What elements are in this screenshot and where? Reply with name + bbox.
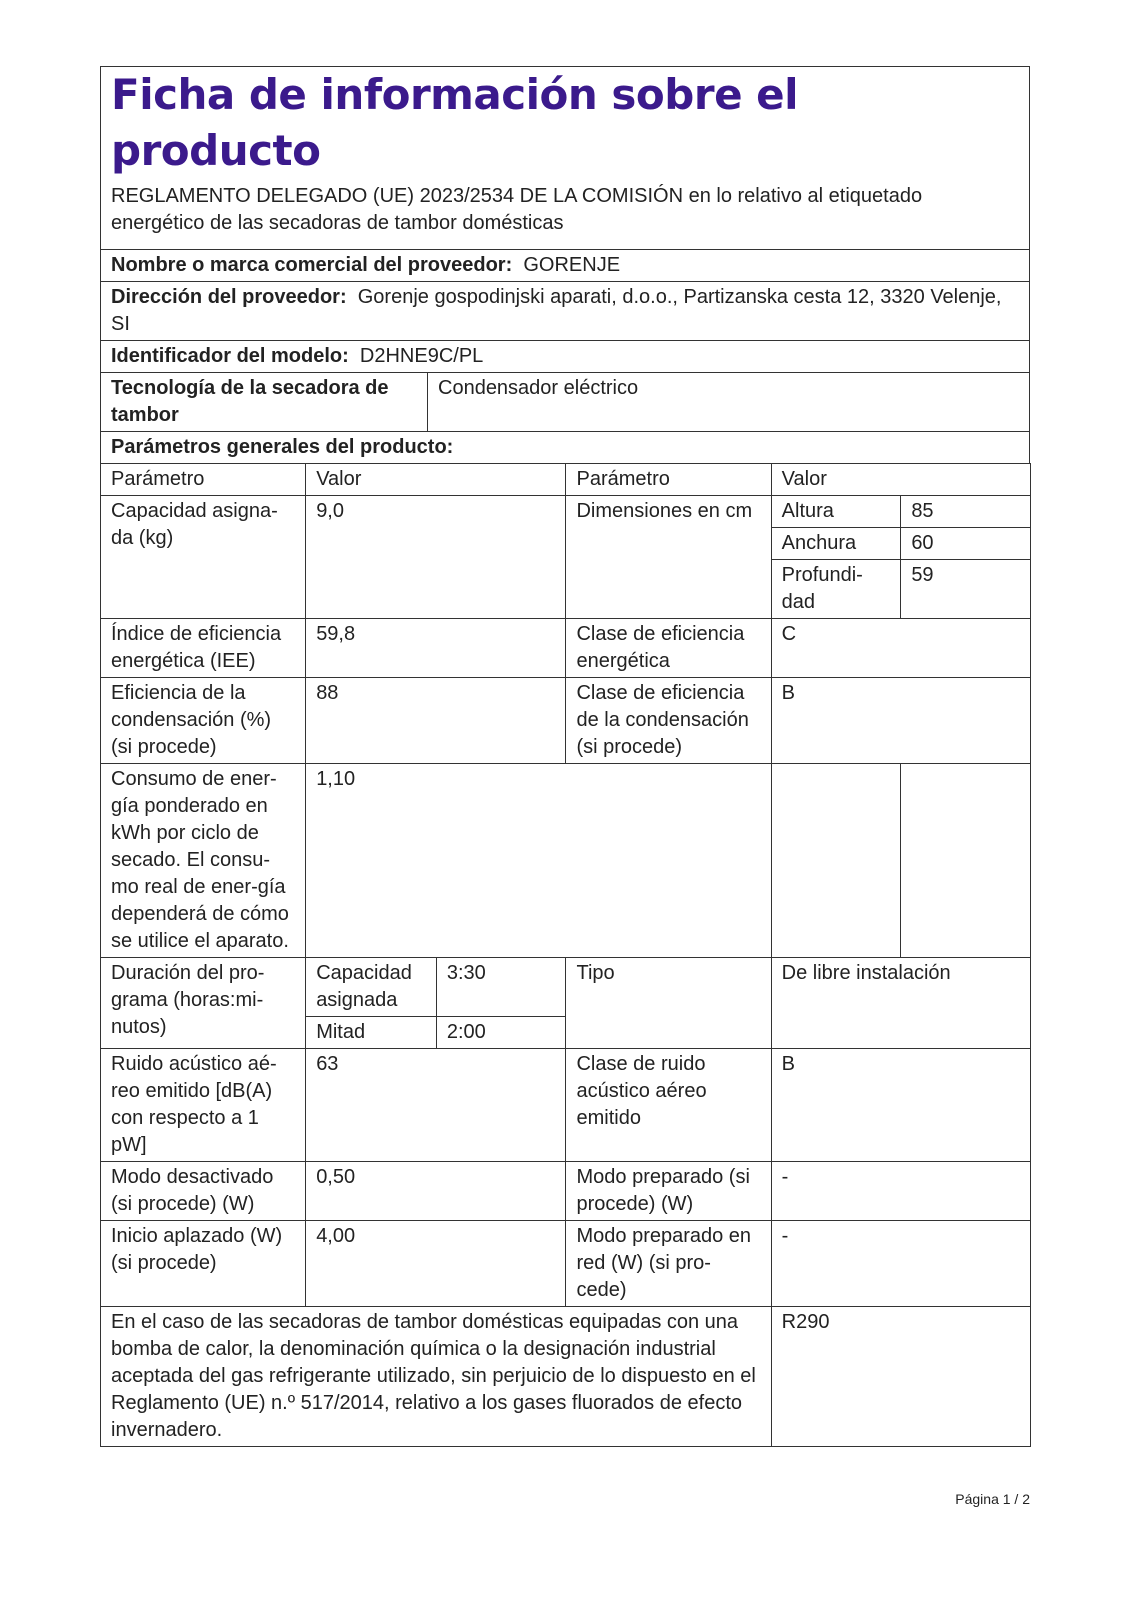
table-row	[101, 1307, 1031, 1447]
empty-cell	[901, 764, 1031, 958]
general-params-heading: Parámetros generales del producto:	[101, 431, 1029, 463]
table-row	[101, 1049, 1031, 1162]
refrigerant-value: R290	[771, 1307, 1030, 1447]
height-value: 85	[901, 496, 1031, 528]
empty-cell	[771, 764, 901, 958]
duration-half-value: 2:00	[436, 1017, 566, 1049]
header-param-1: Parámetro	[101, 464, 306, 496]
page-number: 1 / 2	[1002, 1491, 1030, 1507]
standby-label: Modo preparado (si procede) (W)	[566, 1162, 771, 1221]
noise-class-value: B	[771, 1049, 1030, 1162]
model-value: D2HNE9C/PL	[359, 345, 484, 367]
technology-value: Condensador eléctrico	[438, 377, 639, 399]
model-label: Identificador del modelo:	[111, 345, 349, 367]
address-label: Dirección del proveedor:	[111, 286, 347, 308]
page-label: Página	[955, 1491, 999, 1507]
noise-class-label: Clase de ruido acústico aéreo emitido	[566, 1049, 771, 1162]
address-row	[101, 281, 1029, 340]
height-label: Altura	[771, 496, 901, 528]
duration-rated-label: Capacidad asignada	[306, 958, 437, 1017]
eei-label: Índice de eficiencia energética (IEE)	[101, 619, 306, 678]
depth-label: Profundi-dad	[771, 560, 901, 619]
table-row	[101, 678, 1031, 764]
energy-class-value: C	[771, 619, 1030, 678]
off-mode-value: 0,50	[306, 1162, 566, 1221]
dimensions-label: Dimensiones en cm	[566, 496, 771, 619]
page-title: Ficha de información sobre el producto	[111, 70, 799, 175]
regulation-subtitle: REGLAMENTO DELEGADO (UE) 2023/2534 DE LA COMISIÓN en lo relativo al etiquetado energético de las secadoras de tambor domésticas	[111, 185, 923, 234]
header-box	[100, 66, 1030, 463]
technology-row	[101, 372, 1029, 431]
width-value: 60	[901, 528, 1031, 560]
delay-start-value: 4,00	[306, 1221, 566, 1307]
depth-value: 59	[901, 560, 1031, 619]
energy-consumption-label: Consumo de ener-gía ponderado en kWh por ciclo de secado. El consu-mo real de ener-gía dependerá de cómo se utilice el aparato.	[101, 764, 306, 958]
type-label: Tipo	[566, 958, 771, 1049]
table-row	[101, 958, 1031, 1017]
width-label: Anchura	[771, 528, 901, 560]
page-footer	[955, 1491, 1030, 1507]
table-row	[101, 764, 1031, 958]
parameters-table	[100, 463, 1031, 1447]
supplier-row	[101, 249, 1029, 281]
duration-rated-value: 3:30	[436, 958, 566, 1017]
eei-value: 59,8	[306, 619, 566, 678]
energy-consumption-value: 1,10	[306, 764, 771, 958]
duration-label: Duración del pro-grama (horas:mi-nutos)	[101, 958, 306, 1049]
type-value: De libre instalación	[771, 958, 1030, 1049]
supplier-label: Nombre o marca comercial del proveedor:	[111, 254, 513, 276]
energy-class-label: Clase de eficiencia energética	[566, 619, 771, 678]
capacity-value: 9,0	[306, 496, 566, 619]
network-standby-label: Modo preparado en red (W) (si pro-cede)	[566, 1221, 771, 1307]
supplier-value: GORENJE	[523, 254, 621, 276]
duration-half-label: Mitad	[306, 1017, 437, 1049]
condensation-eff-label: Eficiencia de la condensación (%) (si procede)	[101, 678, 306, 764]
table-row	[101, 1221, 1031, 1307]
delay-start-label: Inicio aplazado (W) (si procede)	[101, 1221, 306, 1307]
table-row	[101, 1162, 1031, 1221]
network-standby-value: -	[771, 1221, 1030, 1307]
header-param-2: Parámetro	[566, 464, 771, 496]
condensation-class-value: B	[771, 678, 1030, 764]
noise-value: 63	[306, 1049, 566, 1162]
refrigerant-label: En el caso de las secadoras de tambor domésticas equipadas con una bomba de calor, la denominación química o la designación industrial aceptada del gas refrigerante utilizado, sin perjuicio de lo dispuesto en el Reglamento (UE) n.º 517/2014, relativo a los gases fluorados de efecto invernadero.	[101, 1307, 772, 1447]
header-value-2: Valor	[771, 464, 1030, 496]
address-value: Gorenje gospodinjski aparati, d.o.o., Partizanska cesta 12, 3320 Velenje, SI	[111, 286, 1002, 335]
condensation-class-label: Clase de eficiencia de la condensación (si procede)	[566, 678, 771, 764]
model-row	[101, 340, 1029, 372]
technology-label: Tecnología de la secadora de tambor	[101, 373, 428, 431]
table-header-row	[101, 464, 1031, 496]
standby-value: -	[771, 1162, 1030, 1221]
condensation-eff-value: 88	[306, 678, 566, 764]
table-row	[101, 496, 1031, 528]
capacity-label: Capacidad asigna-da (kg)	[101, 496, 306, 619]
table-row	[101, 619, 1031, 678]
product-information-sheet	[100, 66, 1030, 1447]
off-mode-label: Modo desactivado (si procede) (W)	[101, 1162, 306, 1221]
noise-label: Ruido acústico aé-reo emitido [dB(A) con respecto a 1 pW]	[101, 1049, 306, 1162]
header-value-1: Valor	[306, 464, 566, 496]
